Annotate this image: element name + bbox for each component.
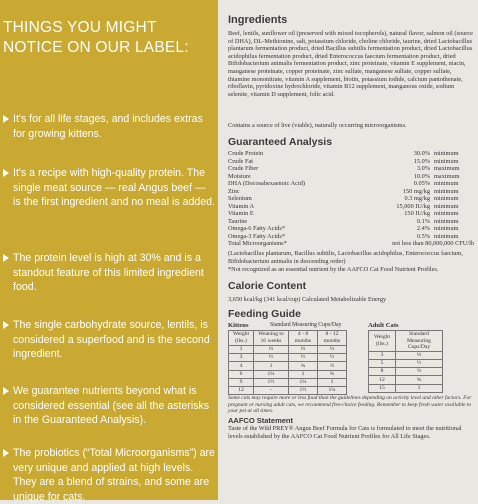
panel-heading: THINGS YOU MIGHT NOTICE ON OUR LABEL:	[3, 19, 189, 56]
bullet-item	[3, 384, 215, 428]
analysis-unit: minimum	[434, 157, 459, 165]
analysis-row	[228, 180, 474, 187]
analysis-value: 10.0%	[413, 172, 430, 180]
analysis-value: 0.3 mg/kg	[404, 195, 430, 202]
analysis-name: Omega-6 Fatty Acids*	[228, 225, 286, 232]
kittens-subheading: Standard Measuring Cups/Day	[270, 322, 342, 328]
analysis-value: 0.5%	[416, 232, 430, 240]
analysis-value: 15,000 IU/kg	[396, 202, 430, 210]
table-cell: 1¼	[289, 378, 318, 386]
table-cell: ⅓	[396, 351, 443, 359]
analysis-name: DHA (Docosahexaenoic Acid)	[228, 180, 305, 187]
table-cell: ¾	[318, 370, 347, 378]
analysis-name: Omega-3 Fatty Acids*	[228, 232, 286, 240]
analysis-name: Vitamin E	[228, 210, 254, 217]
table-cell: 1	[229, 346, 254, 354]
analysis-row	[228, 240, 474, 247]
table-cell: 1	[254, 362, 289, 370]
live-cultures-note: Contains a source of live (viable), naturally occurring microorganisms.	[228, 122, 407, 129]
table-cell: 3	[229, 354, 254, 362]
table-row	[229, 378, 347, 386]
analysis-value: 0.05%	[413, 180, 430, 187]
analysis-name: Moisture	[228, 172, 251, 180]
analysis-unit: minimum	[434, 180, 459, 187]
table-row	[369, 351, 443, 359]
kittens-feeding-table	[228, 322, 378, 395]
ingredients-text: Beef, lentils, sunflower oil (preserved with mixed tocopherols), natural flavor, salmon oil (source of DHA), DL-Methionine, salt, potassium chloride, choline chloride, taurine, dried Lactobacillus plantarum fermentation product, dried Bacillus subtilis fermentation product, dried Lactobacillus acidophilus fermentation product, dried Enterococcus faecium fermentation product, dried Bifidobacterium animalis fermentation product, zinc proteinate, vitamin E supplement, niacin, manganese proteinate, copper proteinate, zinc sulfate, manganese sulfate, copper sulfate, thiamine mononitrate, vitamin A supplement, biotin, potassium iodide, calcium pantothenate, riboflavin, pyridoxine hydrochloride, vitamin B12 supplement, manganous oxide, sodium selenite, vitamin D supplement, folic acid.	[228, 30, 473, 98]
table-cell: 1¼	[318, 386, 347, 394]
analysis-unit: minimum	[434, 195, 459, 202]
analysis-row	[228, 203, 474, 210]
feeding-note: Some cats may require more or less food than the guidelines depending on activity level and other factors. For pregnant or nursing adult cats, we recommend free-choice feeding. Remember to keep fresh water available to your pet at all times.	[228, 395, 472, 415]
ingredients-title: Ingredients	[228, 14, 288, 26]
bullet-text: The single carbohydrate source, lentils, is considered a superfood and is the second ingredient.	[13, 319, 210, 360]
analysis-value: 3.0%	[416, 165, 430, 172]
analysis-name: Crude Fat	[228, 157, 254, 165]
table-cell: 1½	[254, 378, 289, 386]
table-cell: 1¼	[254, 370, 289, 378]
analysis-name: Crude Protein	[228, 150, 264, 157]
bullet-item	[3, 318, 215, 362]
triangle-bullet-icon	[3, 169, 9, 177]
guaranteed-analysis-title: Guaranteed Analysis	[228, 136, 333, 148]
table-cell: -	[254, 386, 289, 394]
table-row	[369, 368, 443, 376]
table-cell: 8	[369, 368, 396, 376]
triangle-bullet-icon	[3, 387, 9, 395]
table-cell: ½	[318, 354, 347, 362]
table-cell: 1½	[289, 386, 318, 394]
analysis-row	[228, 210, 474, 217]
triangle-bullet-icon	[3, 115, 9, 123]
table-cell: 9	[229, 378, 254, 386]
kittens-col-weight: Weight (lbs.)	[229, 331, 254, 346]
bullet-text: We guarantee nutrients beyond what is considered essential (see all the asterisks in the Guaranteed Analysis).	[13, 385, 210, 426]
analysis-row	[228, 158, 474, 165]
table-cell: ½	[289, 354, 318, 362]
bullet-item	[3, 112, 215, 141]
microorganisms-note: (Lactobacillus plantarum, Bacillus subtilis, Lactobacillus acidophilus, Enterococcus faecium, Bifidobacterium animalis in descending order)	[228, 250, 463, 265]
analysis-value: not less than 80,000,000 CFU/lb	[392, 240, 474, 247]
table-cell: ¾	[289, 362, 318, 370]
analysis-row	[228, 218, 474, 225]
analysis-name: Vitamin A	[228, 202, 255, 210]
analysis-value: 30.0%	[413, 150, 430, 157]
analysis-name: Crude Fiber	[228, 165, 259, 172]
table-cell: 3	[369, 351, 396, 359]
table-row	[229, 370, 347, 378]
table-row	[369, 384, 443, 392]
nutrition-label-panel	[218, 0, 478, 500]
analysis-row	[228, 188, 474, 195]
triangle-bullet-icon	[3, 254, 9, 262]
analysis-row	[228, 233, 474, 240]
calorie-content-title: Calorie Content	[228, 280, 307, 292]
analysis-name: Total Microorganisms*	[228, 240, 287, 247]
table-cell: ¾	[396, 376, 443, 384]
aafco-text: Taste of the Wild PREY® Angus Beef Formula for Cats is formulated to meet the nutritional levels established by the AAFCO Cat Food Nutrient Profiles for All Life Stages.	[228, 425, 462, 440]
analysis-unit: maximum	[434, 165, 460, 172]
table-cell: ⅓	[254, 346, 289, 354]
table-row	[369, 359, 443, 367]
table-row	[229, 346, 347, 354]
table-row	[229, 354, 347, 362]
table-cell: 12	[369, 376, 396, 384]
bullet-text: It's a recipe with high-quality protein. The single meat source — real Angus beef — is the first ingredient and no meal is added.	[13, 167, 215, 208]
analysis-value: 0.1%	[416, 217, 430, 225]
analysis-unit: minimum	[434, 217, 459, 225]
kittens-col-weaning: Weaning to 16 weeks	[254, 331, 289, 346]
aafco-title: AAFCO Statement	[228, 416, 294, 425]
adult-feeding-table	[368, 322, 448, 393]
table-cell: 15	[369, 384, 396, 392]
table-cell: ⅔	[396, 368, 443, 376]
triangle-bullet-icon	[3, 321, 9, 329]
bullet-text: The probiotics (“Total Microorganisms”) are very unique and applied at high levels. They are a blend of strains, and some are unique for cats.	[13, 447, 215, 503]
analysis-unit: minimum	[434, 150, 459, 157]
table-cell: 12	[229, 386, 254, 394]
kittens-col-4-8: 4 - 8 months	[289, 331, 318, 346]
table-cell: 1	[396, 384, 443, 392]
bullet-item	[3, 446, 215, 504]
table-row	[369, 376, 443, 384]
analysis-row	[228, 150, 474, 157]
adult-col-cups: Standard Measuring Cups/Day	[396, 331, 443, 352]
label-highlights-panel	[0, 0, 218, 503]
table-cell: ⅔	[318, 362, 347, 370]
table-row	[229, 386, 347, 394]
asterisk-note: *Not recognized as an essential nutrient by the AAFCO Cat Food Nutrient Profiles.	[228, 266, 439, 273]
analysis-unit: minimum	[434, 210, 459, 217]
adult-col-weight: Weight (lbs.)	[369, 331, 396, 352]
table-cell: 1	[289, 370, 318, 378]
analysis-unit: minimum	[434, 232, 459, 240]
analysis-name: Taurine	[228, 217, 248, 225]
bullet-item	[3, 251, 215, 295]
analysis-row	[228, 195, 474, 202]
table-cell: ½	[254, 354, 289, 362]
bullet-text: The protein level is high at 30% and is a standout feature of this limited ingredient food.	[13, 252, 204, 293]
table-cell: ⅓	[318, 346, 347, 354]
analysis-name: Zinc	[228, 187, 240, 195]
analysis-value: 15.0%	[413, 157, 430, 165]
analysis-row	[228, 225, 474, 232]
feeding-guide-title: Feeding Guide	[228, 308, 301, 320]
table-row	[229, 362, 347, 370]
analysis-unit: minimum	[434, 202, 459, 210]
bullet-item	[3, 166, 215, 210]
analysis-row	[228, 165, 474, 172]
calorie-content-text: 3,650 kcal/kg (341 kcal/cup) Calculated Metabolizable Energy	[228, 296, 387, 303]
analysis-unit: minimum	[434, 225, 459, 232]
analysis-value: 150 IU/kg	[404, 210, 430, 217]
table-cell: 6	[229, 370, 254, 378]
table-cell: 5	[369, 359, 396, 367]
kittens-label: Kittens	[228, 322, 249, 329]
kittens-col-8-12: 8 - 12 months	[318, 331, 347, 346]
triangle-bullet-icon	[3, 449, 9, 457]
table-cell: 4	[229, 362, 254, 370]
analysis-value: 150 mg/kg	[402, 187, 430, 195]
table-cell: ⅓	[289, 346, 318, 354]
analysis-row	[228, 173, 474, 180]
table-cell: 1	[318, 378, 347, 386]
analysis-name: Selenium	[228, 195, 252, 202]
table-cell: ½	[396, 359, 443, 367]
adult-label: Adult Cats	[368, 322, 399, 329]
bullet-text: It's for all life stages, and includes extras for growing kittens.	[13, 113, 203, 140]
analysis-unit: minimum	[434, 187, 459, 195]
analysis-unit: maximum	[434, 172, 460, 180]
analysis-value: 2.4%	[416, 225, 430, 232]
